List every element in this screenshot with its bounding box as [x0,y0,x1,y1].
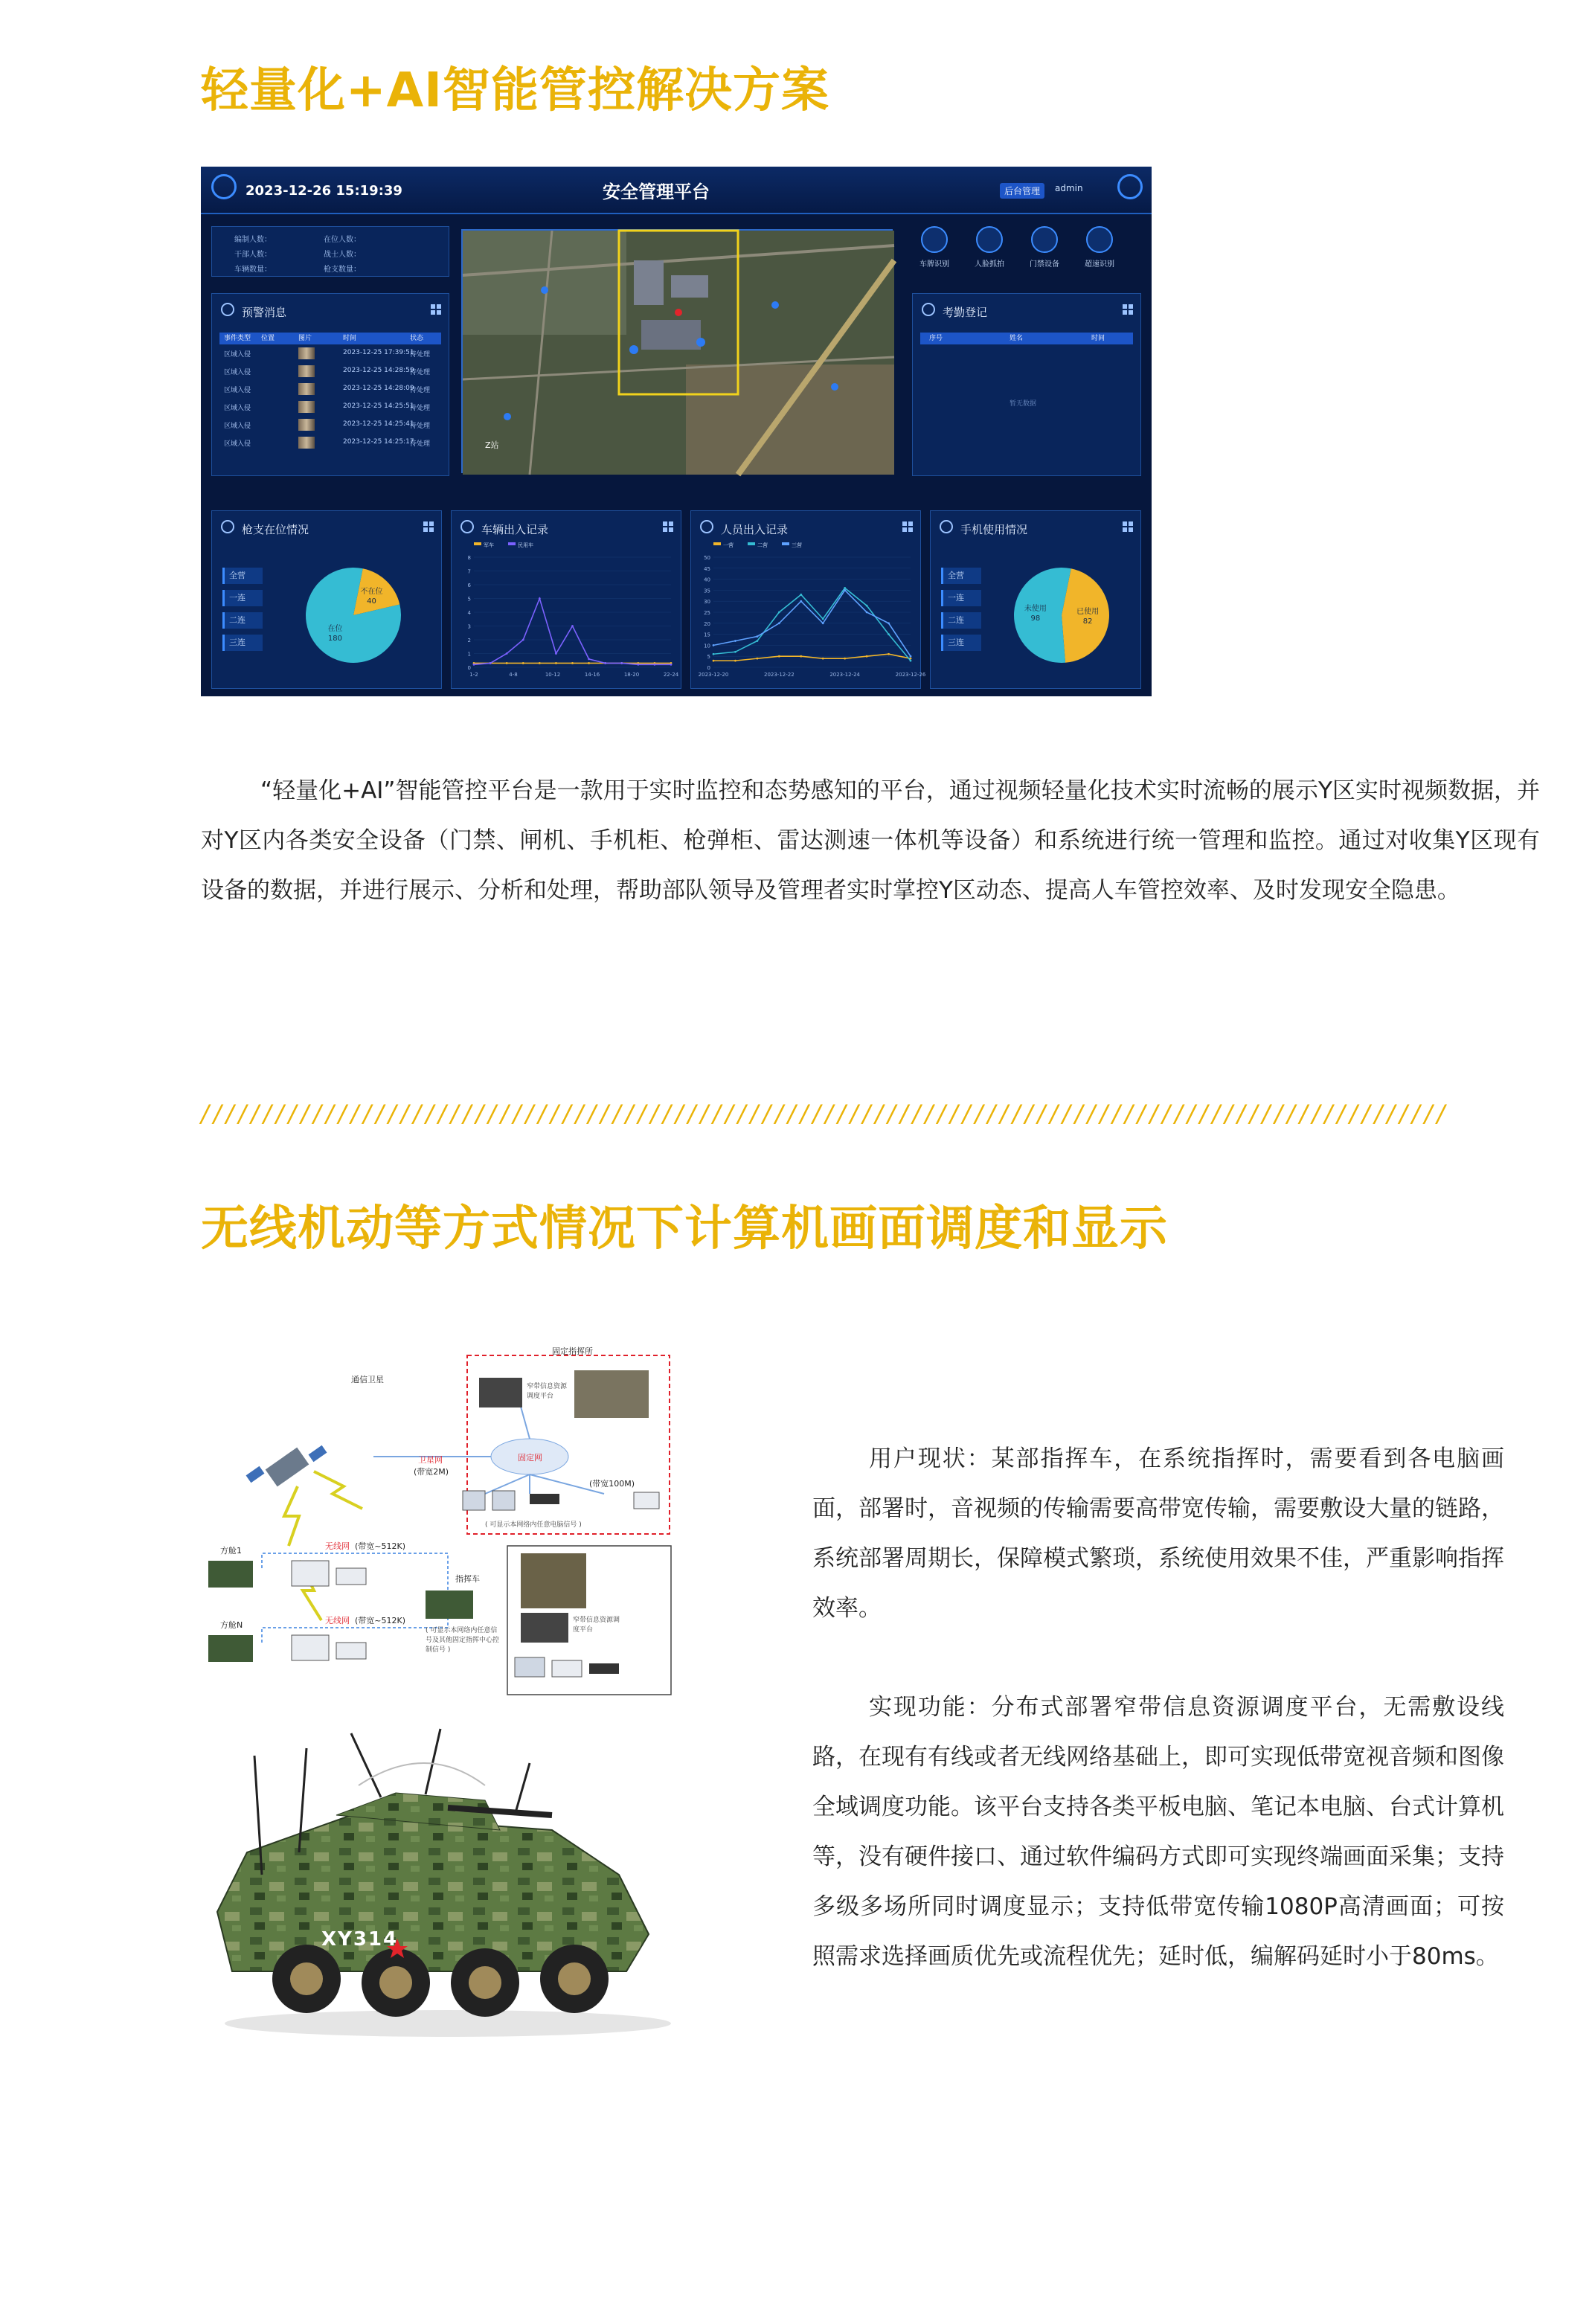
panel-title: 考勤登记 [943,306,988,319]
y-tick-label: 8 [467,555,471,561]
fixed-command-label: 固定指挥所 [552,1346,593,1356]
legend-swatch [782,542,789,545]
tab-all[interactable]: 全营 [941,568,981,584]
x-tick-label: 14-16 [584,672,600,678]
snapshot-thumbnail[interactable] [298,419,315,431]
empty-state: 暂无数据 [1010,400,1037,408]
series-line [474,599,671,665]
legend-label: 二营 [757,542,768,548]
slice-label: 已使用 [1076,608,1100,617]
x-tick-label: 18-20 [623,672,640,678]
data-point [571,662,574,664]
section1-paragraph: “轻量化+AI”智能管控平台是一款用于实时监控和态势感知的平台，通过视频轻量化技术实时流畅的展示Y区实时视频数据，并对Y区内各类安全设备（门禁、闸机、手机柜、枪弹柜、雷达测速一体机等设备）和系统进行统一管理和监控。通过对收集Y区现有设备的数据，并进行展示、分析和处理，帮助部队领导及管理者实时掌控Y区动态、提高人车管控效率、及时发现安全隐患。 [201,777,1540,904]
gun-icon [221,520,234,533]
data-point [778,622,780,624]
phone-icon [940,520,953,533]
data-point [473,664,475,666]
vehicles-line-chart [452,541,682,686]
phones-panel [930,510,1141,689]
face-icon [976,226,1003,253]
dashboard-screenshot [201,167,1152,696]
satellite-link-label: 卫星网 [418,1455,443,1465]
column-header: 位置 [261,335,275,342]
data-point [522,639,524,641]
data-point [620,662,623,664]
data-point [713,660,715,662]
panel-title: 人员出入记录 [721,523,789,536]
dashboard-datetime: 2023-12-26 15:19:39 [245,183,402,199]
table-cell: 待处理 [410,440,431,448]
data-point [822,617,824,620]
slice-label: 在位 [327,625,343,634]
refresh-icon[interactable] [1117,174,1143,199]
data-point [822,622,824,624]
table-cell: 2023-12-25 14:25:51 [343,402,414,410]
series-line [713,588,911,661]
data-point [888,653,890,655]
slice-value: 98 [1030,614,1041,623]
data-point [654,664,656,666]
note-top: ( 可显示本网络内任意电脑信号 ) [485,1521,582,1529]
stat-label: 在位人数： [324,236,361,244]
map-view[interactable] [461,229,893,473]
data-point [734,640,736,642]
data-point [844,658,846,660]
network-diagram [202,1345,675,1695]
admin-badge[interactable]: 后台管理 [1000,183,1044,199]
satellite-map [463,231,894,475]
table-row[interactable] [219,346,441,361]
data-point [866,605,868,607]
y-tick-label: 0 [467,665,471,671]
satellite-bandwidth-label: (带宽2M) [414,1467,449,1477]
access-device-button[interactable] [1022,226,1067,269]
legend-swatch [748,542,755,545]
data-point [713,653,715,655]
y-tick-label: 15 [704,632,710,638]
tab-company-2[interactable]: 二连 [941,612,981,629]
y-tick-label: 35 [704,588,710,594]
guns-pie-chart [294,556,428,675]
tab-company-3[interactable]: 三连 [941,635,981,651]
slice-label: 不在位 [360,587,383,596]
wireless-2-label: 无线网 [325,1616,350,1625]
table-cell: 待处理 [410,351,431,359]
panel-title: 手机使用情况 [960,523,1028,536]
table-cell: 2023-12-25 17:39:51 [343,349,414,356]
alerts-panel [211,293,449,476]
table-cell: 2023-12-25 14:25:41 [343,420,414,428]
phones-pie-chart [1002,556,1136,675]
table-row[interactable] [219,399,441,414]
tab-company-1[interactable]: 一连 [222,590,263,606]
data-point [555,662,557,664]
table-cell: 2023-12-25 14:28:09 [343,385,414,392]
table-row[interactable] [219,382,441,397]
data-point [734,660,736,662]
wireless-1-label: 无线网 [325,1541,350,1551]
vehicles-panel [451,510,681,689]
table-cell: 区域入侵 [224,440,251,448]
face-capture-button[interactable] [967,226,1012,269]
snapshot-thumbnail[interactable] [298,437,315,449]
button-label: 门禁设备 [1030,260,1059,269]
data-point [800,655,802,658]
data-point [756,640,758,642]
button-label: 车牌识别 [919,260,949,269]
y-tick-label: 5 [707,654,710,661]
table-row[interactable] [219,417,441,432]
x-tick-label: 2023-12-24 [829,672,861,678]
logo-icon [211,174,237,199]
legend-label: 三营 [792,542,802,548]
tab-company-2[interactable]: 二连 [222,612,263,629]
data-point [637,664,639,666]
table-cell: 待处理 [410,369,431,376]
table-cell: 2023-12-25 14:28:59 [343,367,414,374]
plate-recognition-button[interactable] [912,226,957,269]
satellite-label: 通信卫星 [351,1375,384,1384]
section-title: 无线机动等方式情况下计算机画面调度和显示 [201,1201,1168,1256]
stat-label: 枪支数量： [324,266,361,274]
data-point [713,644,715,646]
grid-icon[interactable] [1123,521,1133,532]
people-line-chart [691,541,926,686]
table-cell: 区域入侵 [224,369,251,376]
table-cell: 区域入侵 [224,405,251,412]
x-tick-label: 2023-12-22 [763,672,795,678]
guns-panel [211,510,442,689]
panel-title: 预警消息 [242,306,287,319]
legend-swatch [713,542,721,545]
snapshot-thumbnail[interactable] [298,383,315,395]
legend-label: 民用车 [518,542,533,548]
data-point [800,594,802,596]
car-icon [460,520,474,533]
data-point [539,597,541,600]
data-point [866,612,868,614]
attendance-icon [922,303,935,316]
table-row[interactable] [219,364,441,379]
data-point [734,651,736,653]
y-tick-label: 2 [467,638,471,643]
wireless-2-bandwidth: (带宽~512K) [355,1616,406,1625]
data-point [756,658,758,660]
y-tick-label: 50 [704,555,710,561]
column-header: 序号 [929,335,943,342]
table-cell: 区域入侵 [224,423,251,430]
legend-label: 一营 [723,542,734,548]
data-point [670,664,673,666]
user-status-paragraph: 用户现状：某部指挥车，在系统指挥时，需要看到各电脑画面，部署时，音视频的传输需要高带宽传输，需要敷设大量的链路，系统部署周期长，保障模式繁琐，系统使用效果不佳，严重影响指挥效率。 [812,1445,1504,1622]
fixed-network-label: 固定网 [518,1453,542,1463]
stat-label: 干部人数： [234,251,272,259]
data-point [844,589,846,591]
attendance-panel [912,293,1141,476]
column-header: 姓名 [1010,335,1024,342]
radar-icon [1086,226,1113,253]
grid-icon[interactable] [663,521,673,532]
vehicle-illustration [202,1726,673,2050]
grid-icon[interactable] [431,304,441,315]
table-cell: 2023-12-25 14:25:17 [343,438,414,446]
tab-company-1[interactable]: 一连 [941,590,981,606]
data-point [506,652,508,655]
user-name[interactable]: admin [1055,183,1083,193]
button-label: 人脸抓拍 [975,260,1004,269]
data-point [756,635,758,638]
tab-company-3[interactable]: 三连 [222,635,263,651]
data-point [888,633,890,635]
alert-table-body [219,346,441,472]
x-tick-label: 1-2 [469,672,478,678]
x-tick-label: 10-12 [545,672,561,678]
tab-all[interactable]: 全营 [222,568,263,584]
series-line [713,654,911,661]
y-tick-label: 40 [704,577,710,583]
y-tick-label: 20 [704,620,710,627]
x-tick-label: 2023-12-20 [698,672,729,678]
y-tick-label: 10 [704,643,710,649]
data-point [844,587,846,589]
slice-label: 未使用 [1024,604,1047,613]
y-tick-label: 4 [467,610,471,616]
data-point [778,612,780,614]
data-point [778,655,780,658]
legend-label: 军车 [484,542,494,548]
data-point [888,622,890,624]
data-point [490,662,492,664]
y-tick-label: 1 [467,651,471,658]
snapshot-thumbnail[interactable] [298,365,315,377]
vehicle-marking: XY314 [321,1928,399,1951]
y-tick-label: 30 [704,599,710,606]
grid-icon[interactable] [902,521,913,532]
y-tick-label: 45 [704,565,710,572]
slice-value: 82 [1082,617,1093,626]
grid-icon[interactable] [1123,304,1133,315]
table-cell: 区域入侵 [224,351,251,359]
snapshot-thumbnail[interactable] [298,347,315,359]
data-point [604,662,606,664]
data-point [866,655,868,658]
y-tick-label: 25 [704,610,710,616]
stat-label: 车辆数量： [234,266,272,274]
person-icon [700,520,713,533]
y-tick-label: 3 [467,623,471,630]
y-tick-label: 5 [467,596,471,603]
command-vehicle-label: 指挥车 [455,1574,480,1584]
table-cell: 待处理 [410,387,431,394]
people-panel [690,510,926,689]
data-point [588,658,590,661]
armored-vehicle-image [202,1726,673,2050]
section-title: 轻量化+AI智能管控解决方案 [201,63,829,118]
stat-label: 战士人数： [324,251,361,259]
data-point [506,662,508,664]
dashboard-title: 安全管理平台 [603,182,710,202]
stat-label: 编制人数： [234,236,272,244]
column-header: 时间 [343,335,357,342]
data-point [910,660,912,662]
legend-swatch [508,542,516,545]
slice-value: 40 [367,597,376,606]
snapshot-thumbnail[interactable] [298,401,315,413]
table-header [920,333,1133,344]
speeding-button[interactable] [1077,226,1122,269]
column-header: 状态 [410,335,424,342]
dashboard-header [201,167,1152,214]
x-tick-label: 4-8 [509,672,518,678]
camera-icon [921,226,948,253]
platform-bottom-label: 窄带信息资源调度平台 [573,1617,620,1634]
data-point [522,662,524,664]
data-point [822,658,824,660]
table-cell: 待处理 [410,405,431,412]
features-paragraph: 实现功能：分布式部署窄带信息资源调度平台，无需敷设线路，在现有有线或者无线网络基础上，即可实现低带宽视音频和图像全域调度功能。该平台支持各类平板电脑、笔记本电脑、台式计算机等，没有硬件接口、通过软件编码方式即可实现终端画面采集；支持多级多场所同时调度显示；支持低带宽传输1080P高清画面；可按照需求选择画质优先或流程优先；延时低，编解码延时小于80ms。 [812,1694,1504,1970]
data-point [910,655,912,658]
map-label: Z站 [485,440,499,450]
shelter-1-label: 方舱1 [220,1546,242,1556]
slice-value: 180 [327,635,343,643]
table-row[interactable] [219,435,441,450]
x-tick-label: 22-24 [663,672,679,678]
column-header: 事件类型 [224,335,251,342]
table-cell: 待处理 [410,423,431,430]
column-header: 图片 [298,335,312,342]
column-header: 时间 [1091,335,1105,342]
shelter-n-label: 方舱N [220,1620,243,1630]
x-tick-label: 2023-12-26 [895,672,926,678]
legend-swatch [474,542,481,545]
bandwidth-100m-label: (带宽100M) [589,1479,635,1489]
data-point [571,625,574,627]
wireless-1-bandwidth: (带宽~512K) [355,1541,406,1551]
y-tick-label: 6 [467,582,471,588]
y-tick-label: 7 [467,568,471,575]
door-icon [1031,226,1058,253]
table-header [219,333,441,344]
table-cell: 区域入侵 [224,387,251,394]
data-point [539,662,541,664]
panel-title: 车辆出入记录 [481,523,549,536]
data-point [555,652,557,655]
data-point [588,662,590,664]
data-point [800,600,802,603]
panel-title: 枪支在位情况 [242,523,309,536]
grid-icon[interactable] [423,521,434,532]
stats-panel [211,226,449,277]
y-tick-label: 0 [707,665,710,671]
platform-label: 窄带信息资源调度平台 [527,1383,568,1400]
button-label: 超速识别 [1085,260,1114,269]
section-divider: //////////////////////////////////////////////////////////////////////////////////////////////////// [201,1100,1450,1128]
alert-icon [221,303,234,316]
note-bottom: ( 可显示本网络内任意信号及其他固定指挥中心控制信号 ) [426,1627,500,1654]
